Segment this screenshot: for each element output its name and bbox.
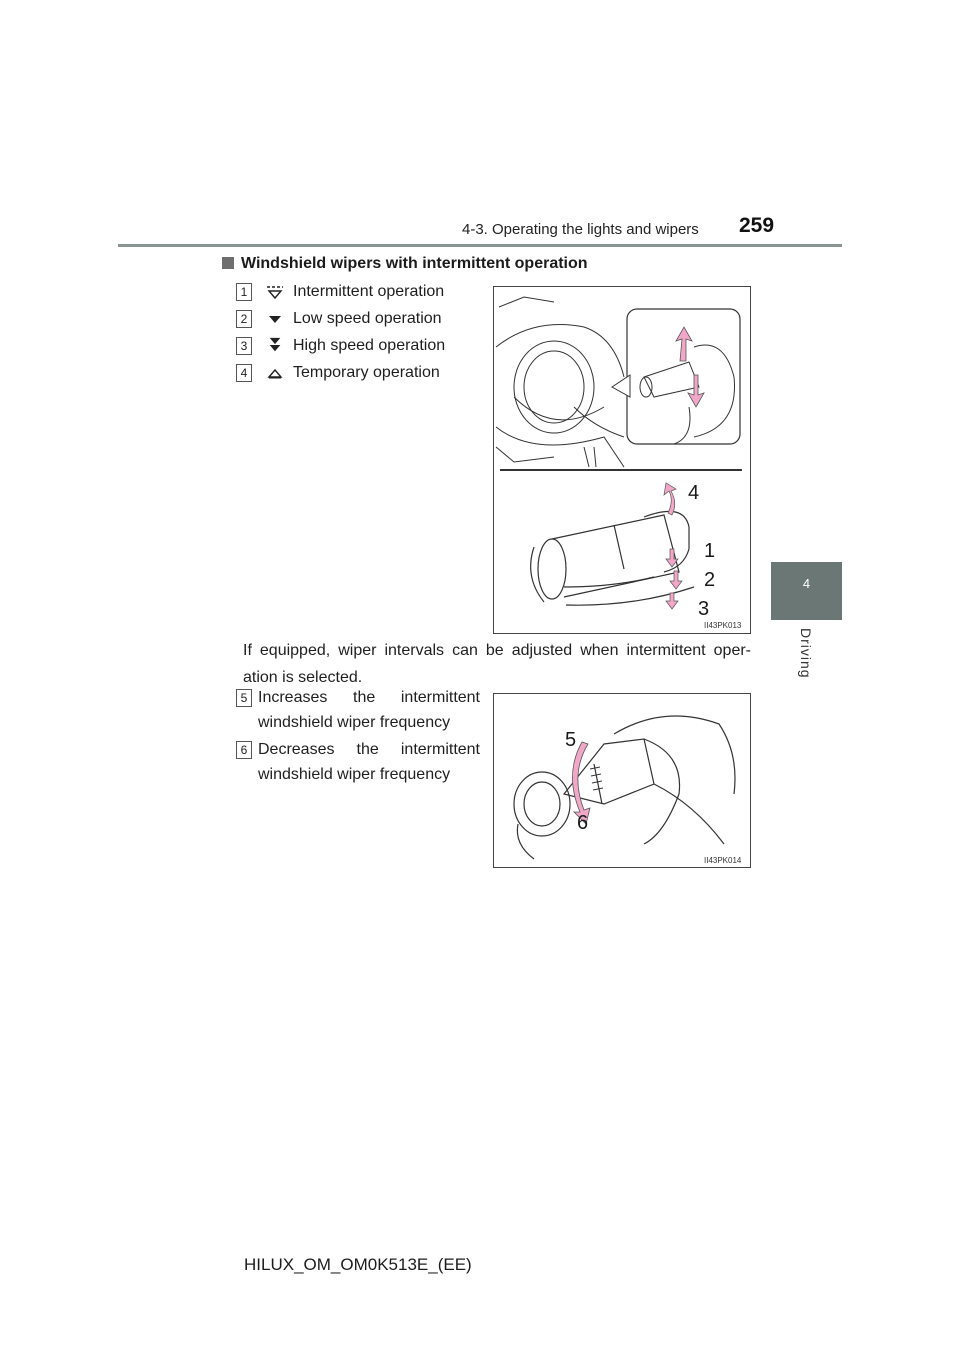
callout-number: 2 [236,310,252,328]
figure-callout-5: 5 [565,729,577,751]
figure-code: II43PK013 [704,621,742,630]
callout-number: 5 [236,689,252,707]
figure-callout-6: 6 [577,812,589,834]
mode-label: High speed operation [293,337,446,354]
intro-paragraph: If equipped, wiper intervals can be adjusted when intermittent oper-ation is selected. [243,642,751,686]
figure-code: II43PK014 [704,856,742,865]
section-heading [222,255,588,273]
callout-number: 6 [236,741,252,759]
chapter-label: Driving [798,628,814,679]
figure-callout-2: 2 [704,569,716,591]
callout-number: 1 [236,283,252,301]
figure-callout-4: 4 [688,482,700,504]
callout-number: 4 [236,364,252,382]
page-number: 259 [739,214,775,237]
figure-wiper-interval-dial [493,693,751,868]
section-title: 4-3. Operating the lights and wipers [462,221,699,238]
mode-label: Low speed operation [293,310,442,327]
figure-wiper-lever-positions [493,286,751,634]
document-footer: HILUX_OM_OM0K513E_(EE) [244,1255,472,1274]
intermittent-wiper-icon [264,284,286,300]
arrow-up-outline-icon [264,365,286,381]
callout-number: 3 [236,337,252,355]
chapter-tab [771,562,842,620]
mode-label: Intermittent operation [293,283,445,300]
interval-dial-illustration [494,694,750,867]
figure-callout-1: 1 [704,540,716,562]
heading-text: Windshield wipers with intermittent operation [241,255,588,272]
single-arrow-down-icon [264,311,286,327]
heading-square-icon [222,257,234,269]
adjust-label: Decreases the intermittent windshield wiper frequency [258,741,480,783]
double-arrow-down-icon [264,337,286,353]
figure-callout-3: 3 [698,598,710,620]
adjust-label: Increases the intermittent windshield wiper frequency [258,689,480,731]
chapter-number: 4 [802,576,811,591]
mode-label: Temporary operation [293,364,440,381]
header-rule [118,244,842,247]
